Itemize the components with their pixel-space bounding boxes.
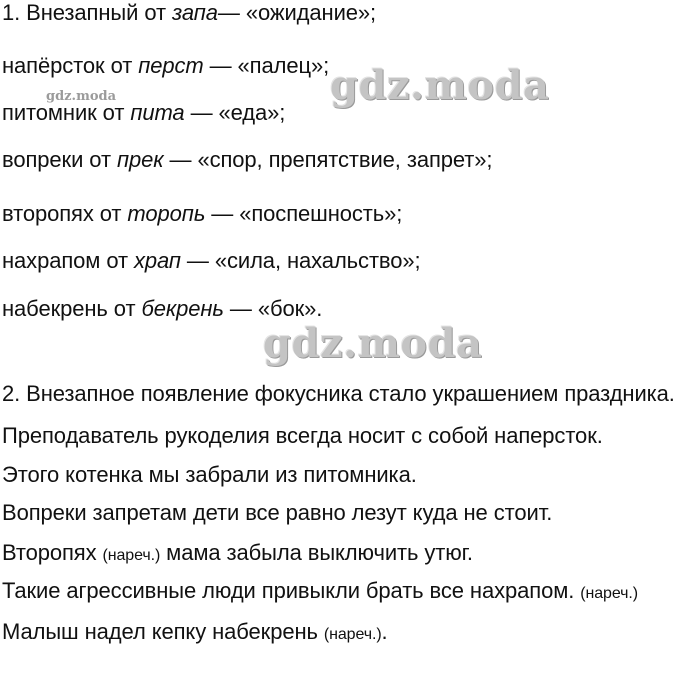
sentence-line-4 <box>2 500 552 526</box>
part-of-speech-note: (нареч.) <box>323 626 382 643</box>
root-word: перст <box>138 53 204 78</box>
root-meaning: — «сила, нахальство»; <box>180 248 421 273</box>
sentence-line-6 <box>2 578 638 607</box>
sentence-text: Такие агрессивные люди привыкли брать все нахрапом. <box>2 578 581 603</box>
root-meaning: — «ожидание»; <box>217 0 377 25</box>
etymology-line-1 <box>2 0 376 26</box>
root-meaning: — «палец»; <box>203 53 330 78</box>
part-of-speech-note: (нареч.) <box>580 585 638 602</box>
word-phrase: нахрапом от <box>2 248 134 273</box>
sentence-text: мама забыла выключить утюг. <box>160 540 473 565</box>
word-phrase: питомник от <box>2 100 131 125</box>
root-meaning: — «поспешность»; <box>205 201 403 226</box>
root-meaning: — «еда»; <box>184 100 286 125</box>
sentence-text: Преподаватель рукоделия всегда носит с собой наперсток. <box>2 423 603 448</box>
root-meaning: — «бок». <box>223 296 323 321</box>
root-meaning: — «спор, препятствие, запрет»; <box>163 147 493 172</box>
etymology-line-5 <box>2 201 402 227</box>
watermark-small: gdz.moda <box>46 89 117 104</box>
word-phrase: 1. Внезапный от <box>2 0 172 25</box>
root-word: прек <box>116 147 164 172</box>
sentence-line-5 <box>2 540 473 569</box>
etymology-line-4 <box>2 147 492 173</box>
root-word: пита <box>130 100 185 125</box>
etymology-line-3 <box>2 100 285 126</box>
sentence-text: Вопреки запретам дети все равно лезут куда не стоит. <box>2 500 553 525</box>
watermark-logo: gdz.moda <box>330 62 550 109</box>
word-phrase: набекрень от <box>2 296 142 321</box>
watermark-logo: gdz.moda <box>263 320 483 367</box>
root-word: запа <box>171 0 218 25</box>
etymology-line-7 <box>2 296 322 322</box>
sentence-line-7 <box>2 619 388 648</box>
sentence-line-2 <box>2 423 603 449</box>
word-phrase: второпях от <box>2 201 128 226</box>
part-of-speech-note: (нареч.) <box>102 547 161 564</box>
sentence-text: . <box>381 619 388 644</box>
word-phrase: напёрсток от <box>2 53 139 78</box>
word-phrase: вопреки от <box>2 147 117 172</box>
sentence-text: Второпях <box>2 540 103 565</box>
root-word: бекрень <box>141 296 224 321</box>
sentence-text: 2. Внезапное появление фокусника стало украшением праздника. <box>2 381 675 406</box>
sentence-text: Малыш надел кепку набекрень <box>2 619 324 644</box>
root-word: торопь <box>127 201 206 226</box>
etymology-line-2 <box>2 53 329 79</box>
etymology-line-6 <box>2 248 421 274</box>
sentence-text: Этого котенка мы забрали из питомника. <box>2 462 417 487</box>
root-word: храп <box>133 248 181 273</box>
sentence-line-1 <box>2 381 675 407</box>
sentence-line-3 <box>2 462 417 488</box>
